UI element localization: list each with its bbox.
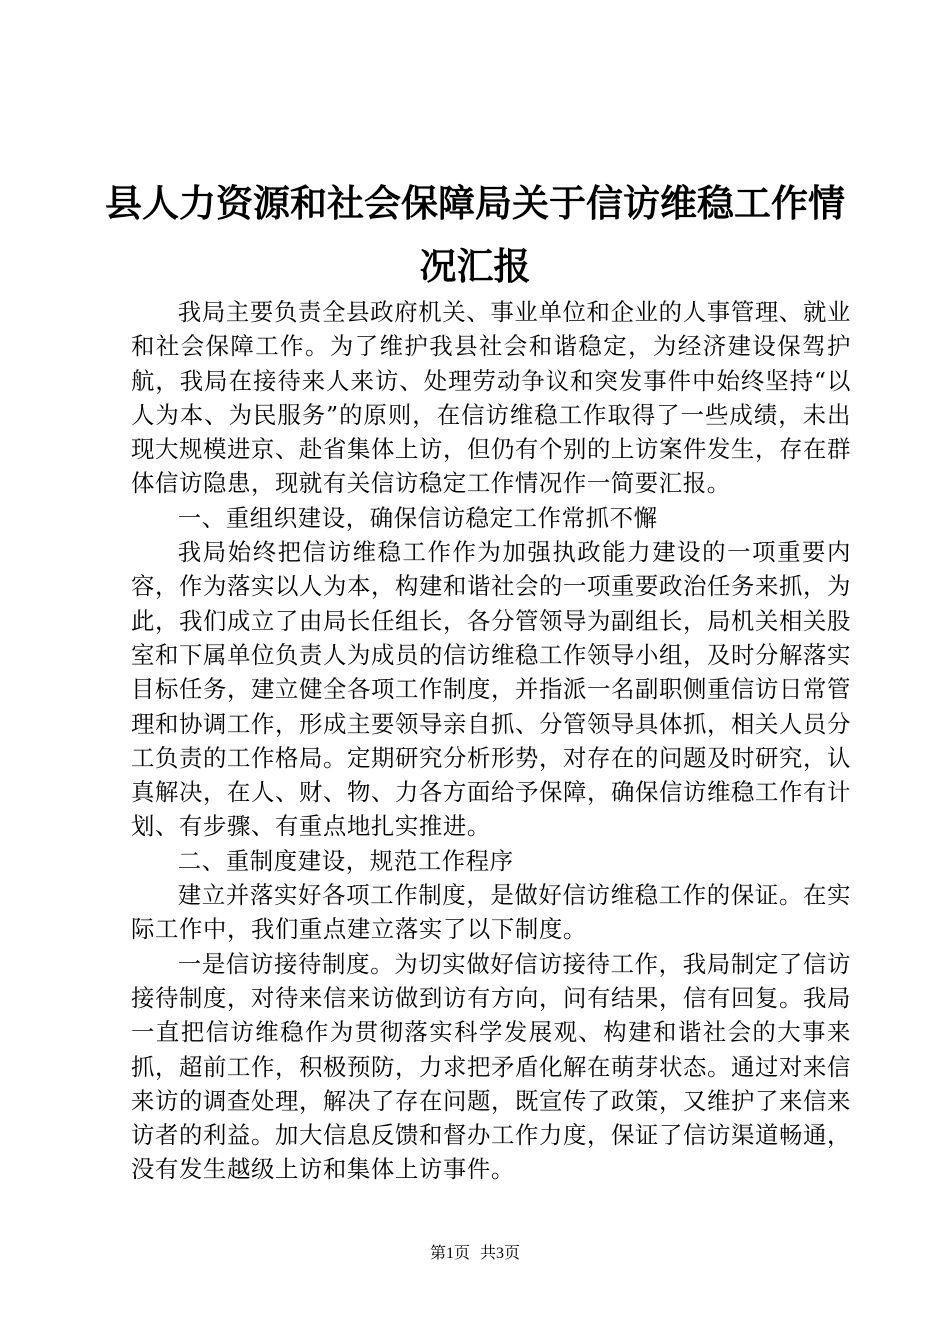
section-heading-2: 二、重制度建设，规范工作程序 bbox=[177, 846, 514, 875]
page-number: 第1页 bbox=[429, 1245, 470, 1262]
document-title: 县人力资源和社会保障局关于信访维稳工作情况汇报 bbox=[105, 181, 845, 288]
section-heading-1: 一、重组织建设，确保信访稳定工作常抓不懈 bbox=[177, 503, 658, 532]
reception-system-paragraph: 一是信访接待制度。为切实做好信访接待工作，我局制定了信访接待制度，对待来信来访做到访有方向，问有结果，信有回复。我局一直把信访维稳作为贯彻落实科学发展观、构建和谐社会的大事来抓，超前工作，积极预防，力求把矛盾化解在萌芽状态。通过对来信来访的调查处理，解决了存在问题，既宣传了政策，又维护了来信来访者的利益。加大信息反馈和督办工作力度，保证了信访渠道畅通，没有发生越级上访和集体上访事件。 bbox=[131, 949, 851, 1184]
section-1-paragraph: 我局始终把信访维稳工作作为加强执政能力建设的一项重要内容，作为落实以人为本，构建和谐社会的一项重要政治任务来抓，为此，我们成立了由局长任组长，各分管领导为副组长，局机关相关股室和下属单位负责人为成员的信访维稳工作领导小组，及时分解落实目标任务，建立健全各项工作制度，并指派一名副职侧重信访日常管理和协调工作，形成主要领导亲自抓、分管领导具体抓，相关人员分工负责的工作格局。定期研究分析形势，对存在的问题及时研究，认真解决，在人、财、物、力各方面给予保障，确保信访维稳工作有计划、有步骤、有重点地扎实推进。 bbox=[131, 538, 851, 841]
page-footer bbox=[0, 1244, 950, 1264]
section-2-paragraph: 建立并落实好各项工作制度，是做好信访维稳工作的保证。在实际工作中，我们重点建立落实了以下制度。 bbox=[131, 881, 851, 944]
document-body bbox=[131, 295, 851, 1187]
intro-paragraph: 我局主要负责全县政府机关、事业单位和企业的人事管理、就业和社会保障工作。为了维护我县社会和谐稳定，为经济建设保驾护航，我局在接待来人来访、处理劳动争议和突发事件中始终坚持“以人为本、为民服务”的原则，在信访维稳工作取得了一些成绩，未出现大规模进京、赴省集体上访，但仍有个别的上访案件发生，存在群体信访隐患，现就有关信访稳定工作情况作一简要汇报。 bbox=[131, 298, 851, 498]
page-total: 共3页 bbox=[480, 1245, 521, 1262]
